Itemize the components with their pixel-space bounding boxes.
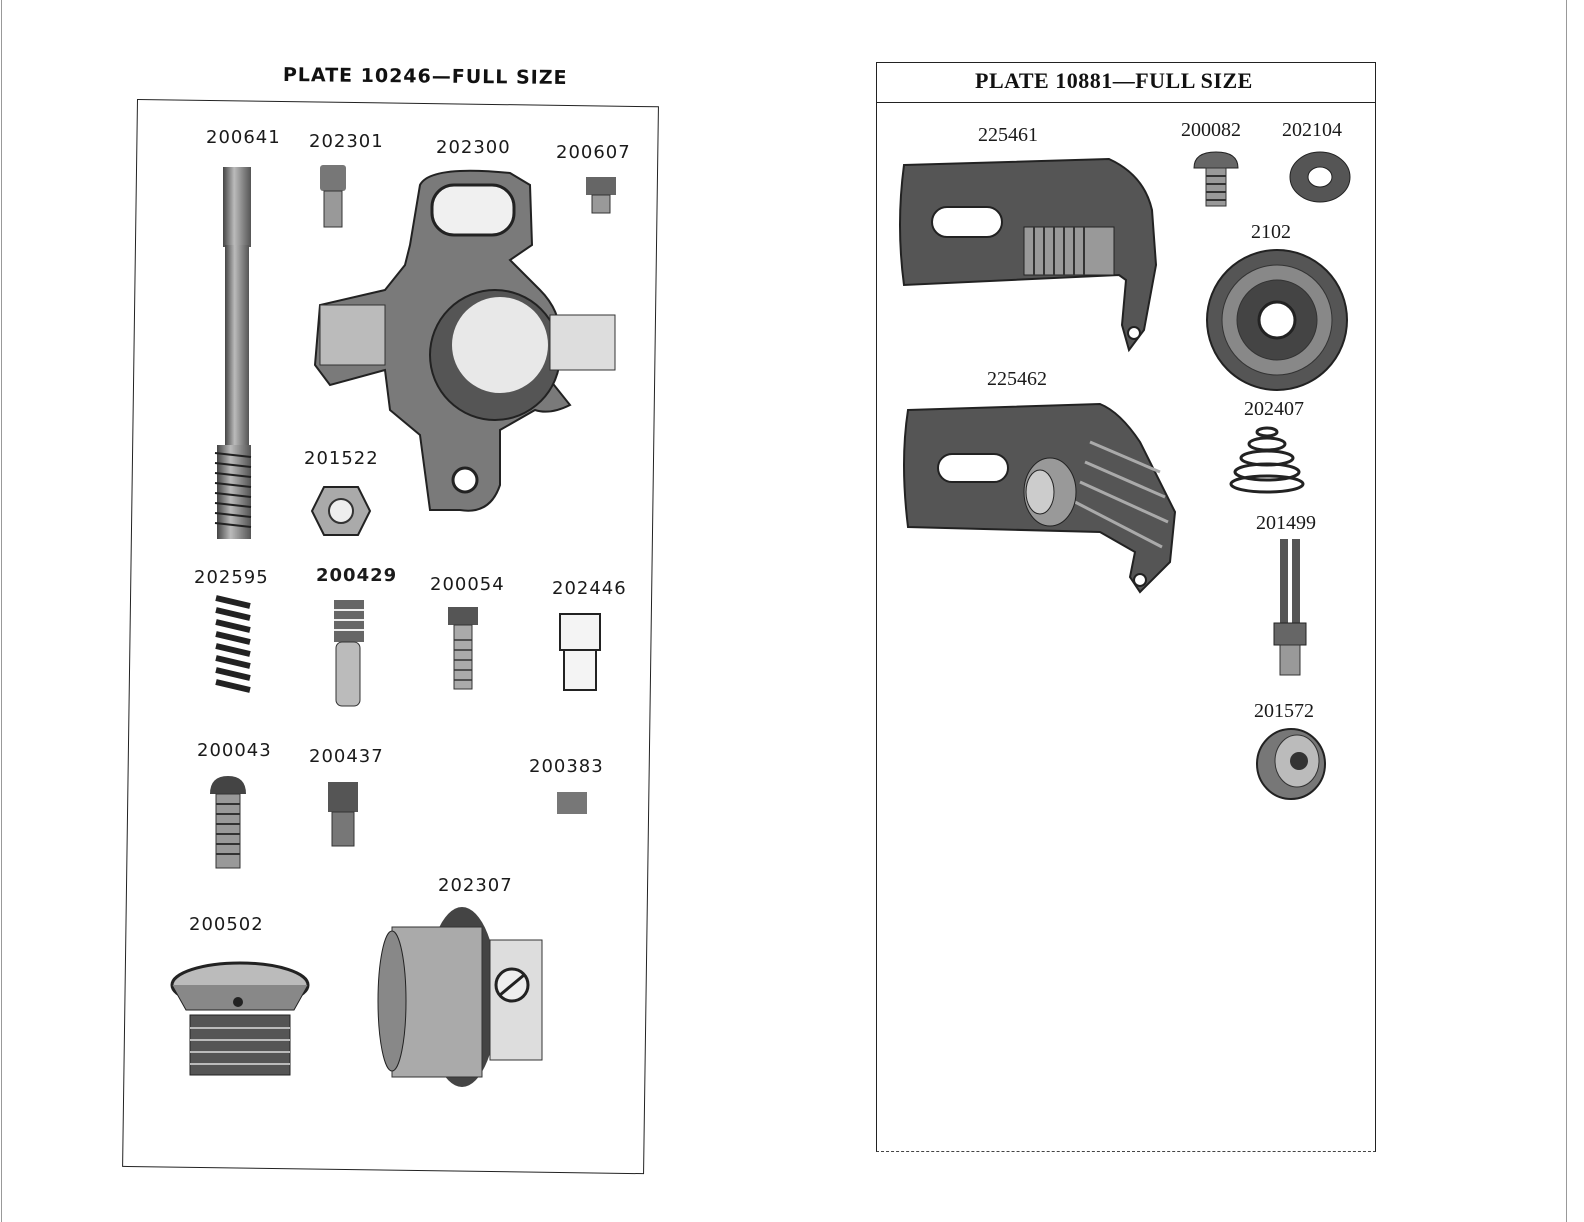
left-plate-title: PLATE 10246—FULL SIZE: [282, 64, 568, 89]
part-2102-tension-disc-image: [1204, 248, 1350, 392]
part-225461-bracket-image: [894, 155, 1169, 355]
part-label-225461: 225461: [978, 124, 1038, 146]
right-plate-title: PLATE 10881—FULL SIZE: [975, 68, 1253, 93]
part-201499-stud-image: [1266, 537, 1316, 677]
part-200437-screw-image: [326, 780, 362, 848]
part-label-202301: 202301: [309, 131, 384, 152]
part-label-200502: 200502: [189, 914, 264, 935]
part-201572-knurled-nut-image: [1255, 727, 1327, 801]
part-label-225462: 225462: [987, 368, 1047, 390]
part-label-202595: 202595: [194, 567, 269, 588]
part-225462-bracket-image: [900, 402, 1180, 602]
part-label-200082: 200082: [1181, 119, 1241, 141]
part-200383-set-screw-image: [555, 790, 589, 816]
left-page-edge: [1, 0, 2, 1222]
part-label-2102: 2102: [1251, 221, 1291, 243]
part-202300-bracket-image: [310, 165, 630, 525]
part-200607-small-screw-image: [582, 175, 622, 219]
part-label-202300: 202300: [436, 137, 511, 158]
part-200043-screw-image: [208, 774, 248, 870]
part-202446-sleeve-image: [558, 612, 604, 692]
part-label-200043: 200043: [197, 740, 272, 761]
part-202407-cone-spring-image: [1228, 422, 1306, 497]
part-200082-screw-image: [1192, 150, 1240, 208]
part-label-200054: 200054: [430, 574, 505, 595]
part-202307-collar-image: [372, 905, 547, 1090]
part-201522-hex-nut-image: [310, 485, 372, 537]
part-202595-spring-image: [212, 590, 254, 702]
part-200429-screw-image: [330, 598, 370, 710]
part-200502-knurled-cap-image: [168, 960, 313, 1085]
part-label-202446: 202446: [552, 578, 627, 599]
part-label-200641: 200641: [206, 127, 281, 148]
part-label-202104: 202104: [1282, 119, 1342, 141]
part-label-200429: 200429: [316, 565, 398, 586]
part-label-201522: 201522: [304, 448, 379, 469]
part-label-200383: 200383: [529, 756, 604, 777]
part-label-202307: 202307: [438, 875, 513, 896]
part-200054-screw-image: [446, 605, 480, 691]
part-label-201499: 201499: [1256, 512, 1316, 534]
part-202104-washer-image: [1288, 150, 1352, 204]
part-label-200607: 200607: [556, 142, 631, 163]
right-page-edge: [1566, 0, 1567, 1222]
part-label-202407: 202407: [1244, 398, 1304, 420]
part-label-200437: 200437: [309, 746, 384, 767]
part-label-201572: 201572: [1254, 700, 1314, 722]
part-200641-long-screw-image: [205, 165, 265, 545]
